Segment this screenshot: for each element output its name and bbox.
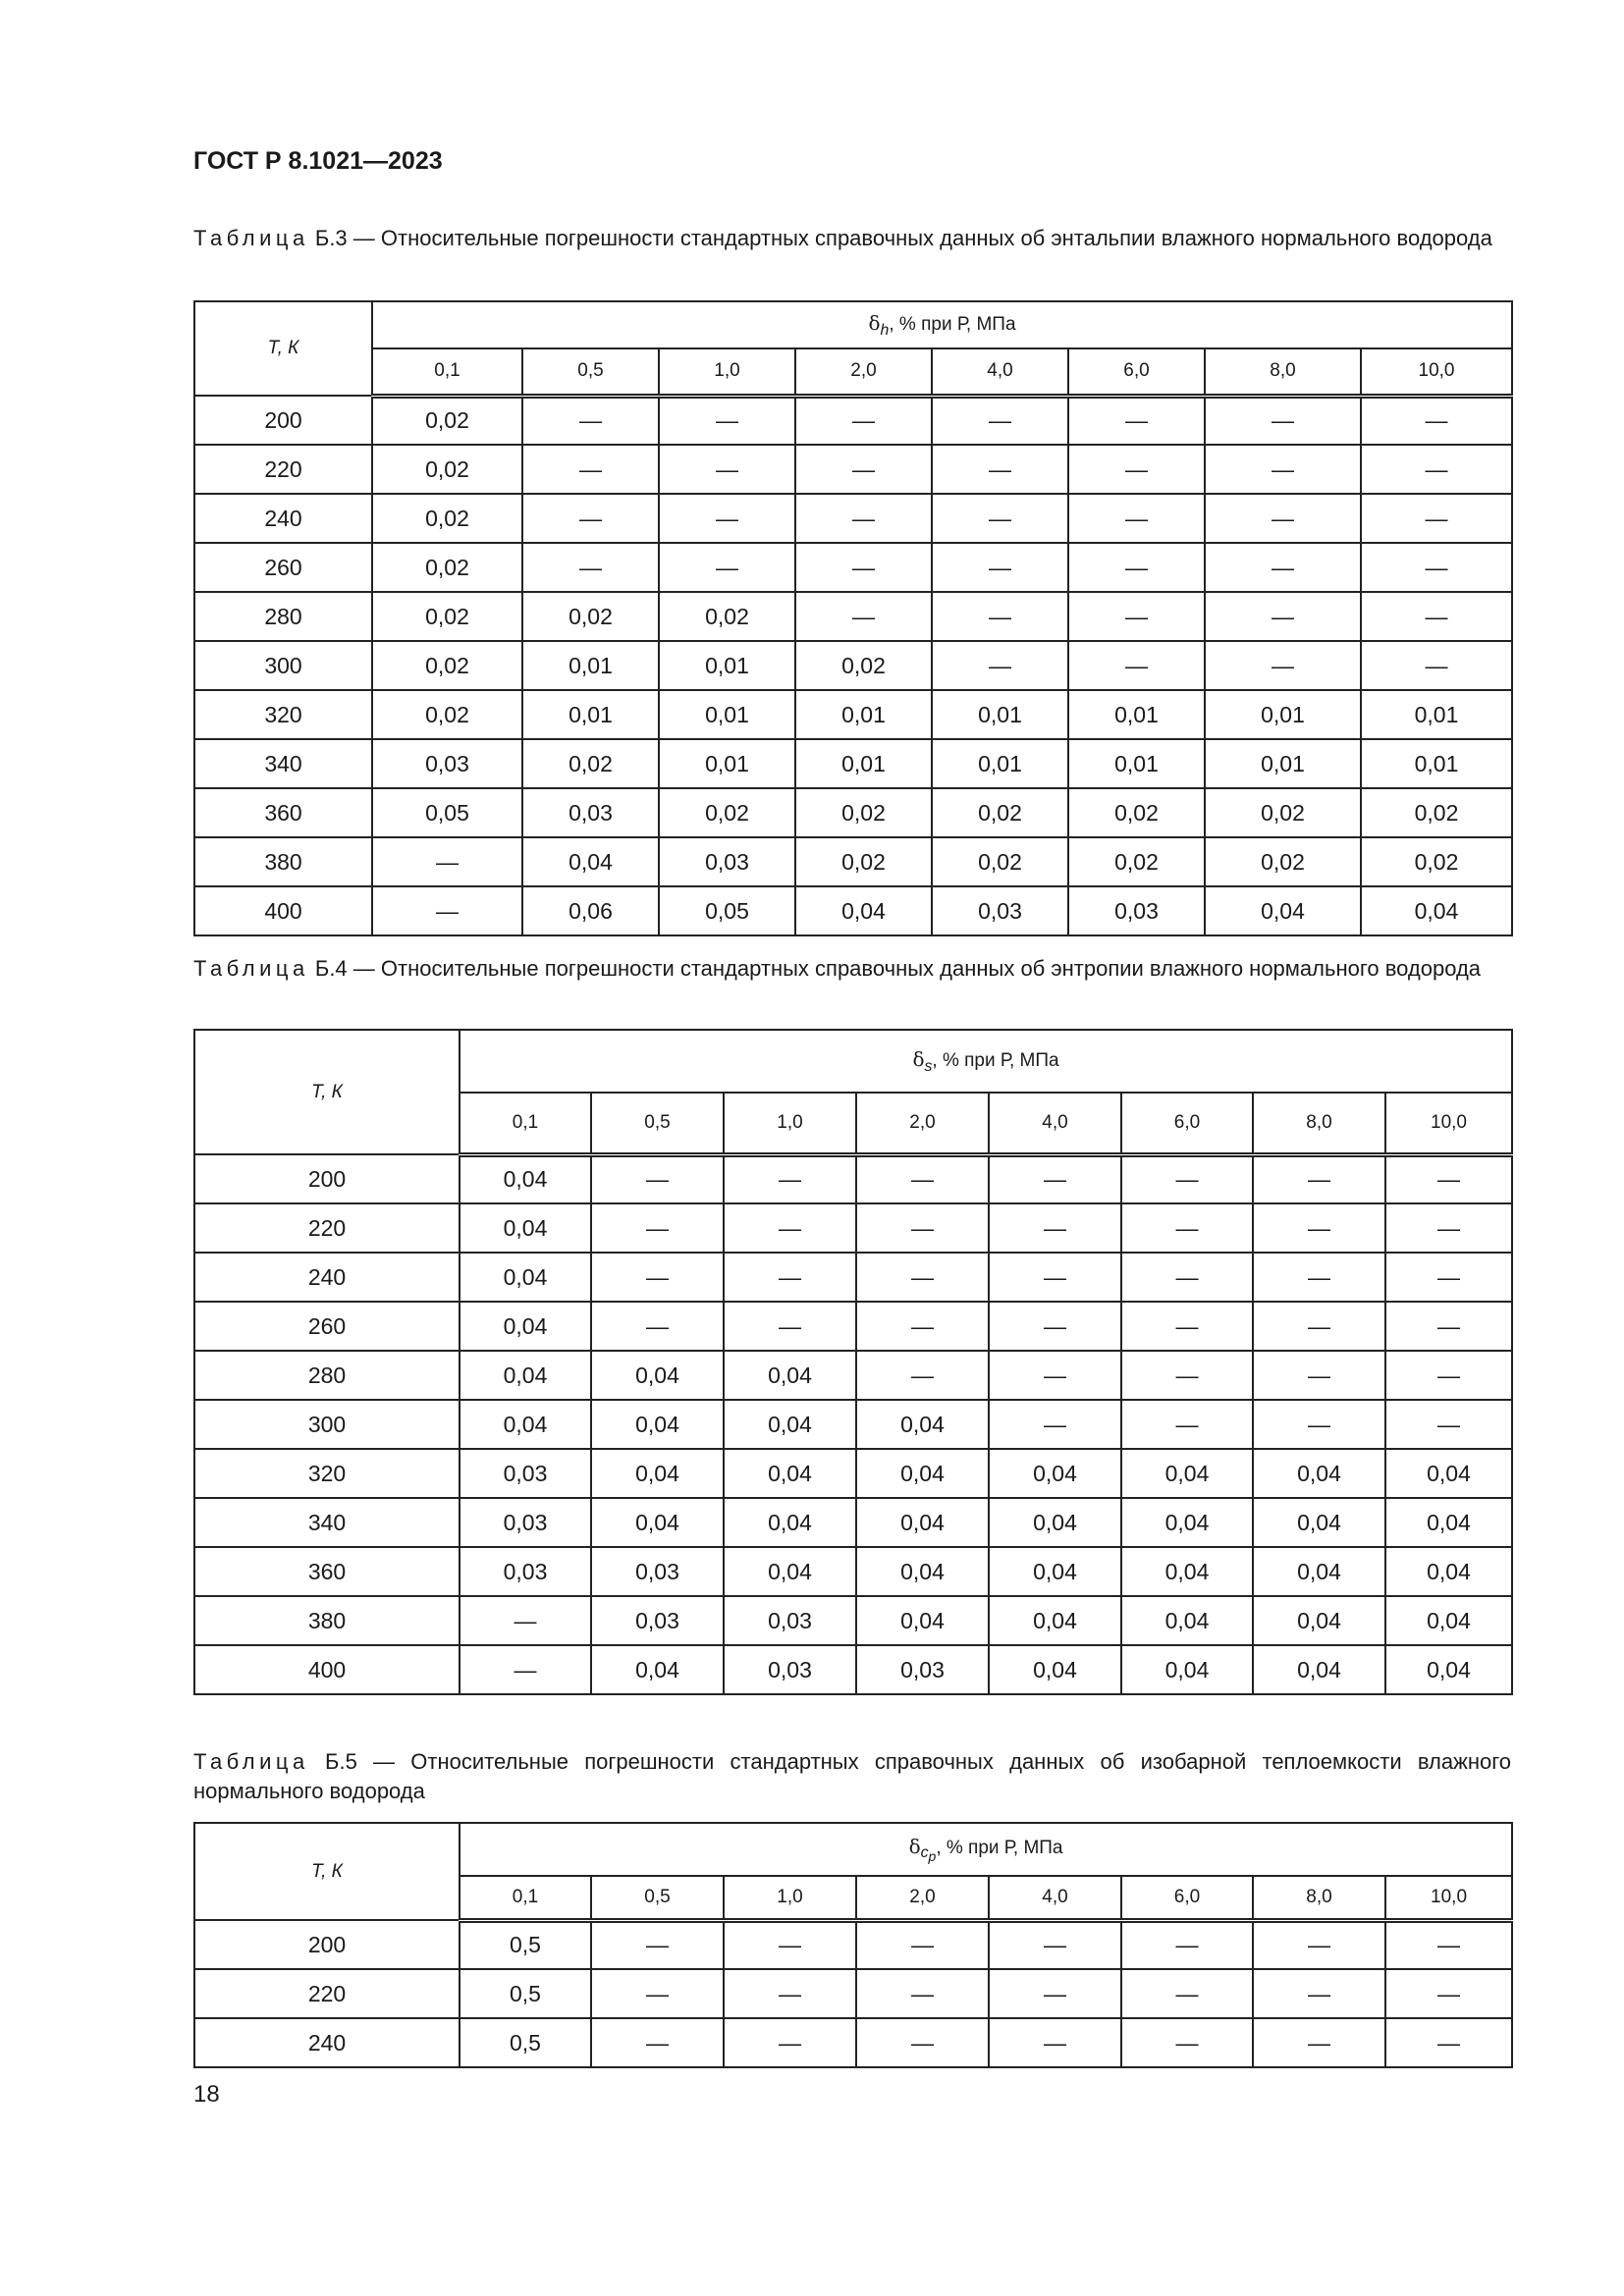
value-cell: —: [724, 1920, 856, 1969]
table-row: [194, 690, 1512, 739]
value-cell: —: [856, 1253, 989, 1302]
value-cell: 0,04: [1385, 1547, 1512, 1596]
value-cell: —: [1253, 2018, 1385, 2067]
value-cell: 0,01: [932, 739, 1068, 788]
value-cell: —: [591, 1969, 724, 2018]
table-caption-b4: [193, 954, 1511, 984]
value-cell: 0,04: [989, 1596, 1121, 1645]
table-row: [194, 445, 1512, 494]
value-cell: —: [460, 1645, 591, 1694]
value-cell: 0,5: [460, 1969, 591, 2018]
value-cell: —: [1205, 396, 1361, 445]
table-row: [194, 1351, 1512, 1400]
value-cell: —: [1121, 1253, 1253, 1302]
value-cell: —: [989, 1920, 1121, 1969]
value-cell: —: [1121, 2018, 1253, 2067]
pressure-header-cell: 4,0: [989, 1876, 1121, 1920]
pressure-header-cell: 1,0: [724, 1876, 856, 1920]
value-cell: —: [659, 543, 795, 592]
value-cell: —: [724, 2018, 856, 2067]
value-cell: 0,04: [989, 1498, 1121, 1547]
value-cell: 0,01: [932, 690, 1068, 739]
temperature-cell: 240: [194, 2018, 460, 2067]
table-row: [194, 1302, 1512, 1351]
value-cell: —: [1068, 396, 1205, 445]
value-cell: 0,05: [372, 788, 522, 837]
value-cell: 0,04: [989, 1449, 1121, 1498]
value-cell: 0,03: [591, 1596, 724, 1645]
value-cell: 0,03: [856, 1645, 989, 1694]
temperature-cell: 220: [194, 445, 372, 494]
value-cell: 0,02: [932, 837, 1068, 886]
value-cell: 0,02: [372, 592, 522, 641]
pressure-header-cell: 6,0: [1121, 1876, 1253, 1920]
value-cell: 0,03: [460, 1547, 591, 1596]
table-row: [194, 396, 1512, 445]
temperature-cell: 200: [194, 396, 372, 445]
pressure-header-cell: 10,0: [1385, 1093, 1512, 1154]
table-row: [194, 592, 1512, 641]
value-cell: —: [1253, 1253, 1385, 1302]
value-cell: —: [1253, 1302, 1385, 1351]
value-cell: 0,03: [724, 1645, 856, 1694]
value-cell: —: [1205, 592, 1361, 641]
value-cell: 0,04: [591, 1400, 724, 1449]
value-cell: —: [522, 445, 659, 494]
delta-header: $\delta_{c_p}$, % при Р, МПа: [460, 1823, 1512, 1876]
value-cell: —: [989, 1302, 1121, 1351]
value-cell: —: [1121, 1302, 1253, 1351]
value-cell: —: [1385, 1400, 1512, 1449]
temperature-cell: 320: [194, 1449, 460, 1498]
value-cell: 0,01: [1205, 739, 1361, 788]
value-cell: 0,04: [1253, 1547, 1385, 1596]
value-cell: —: [1385, 1351, 1512, 1400]
value-cell: 0,05: [659, 886, 795, 935]
table-row: [194, 494, 1512, 543]
pressure-header-row: [194, 348, 1512, 396]
value-cell: 0,03: [724, 1596, 856, 1645]
value-cell: 0,06: [522, 886, 659, 935]
temperature-cell: 240: [194, 1253, 460, 1302]
value-cell: 0,04: [591, 1351, 724, 1400]
value-cell: 0,03: [932, 886, 1068, 935]
table-b3: [193, 300, 1513, 936]
pressure-header-cell: 1,0: [724, 1093, 856, 1154]
value-cell: 0,04: [724, 1400, 856, 1449]
value-cell: —: [659, 494, 795, 543]
value-cell: 0,04: [460, 1203, 591, 1253]
value-cell: —: [1121, 1351, 1253, 1400]
table-row: [194, 1400, 1512, 1449]
value-cell: 0,04: [856, 1547, 989, 1596]
value-cell: 0,04: [724, 1498, 856, 1547]
table-row: [194, 1969, 1512, 2018]
table-row: [194, 1920, 1512, 1969]
value-cell: 0,02: [659, 592, 795, 641]
value-cell: —: [1385, 1203, 1512, 1253]
value-cell: 0,04: [591, 1449, 724, 1498]
temperature-cell: 380: [194, 1596, 460, 1645]
value-cell: 0,02: [659, 788, 795, 837]
value-cell: 0,02: [1205, 788, 1361, 837]
pressure-header-cell: 6,0: [1068, 348, 1205, 396]
value-cell: —: [1385, 1253, 1512, 1302]
table-row: [194, 1449, 1512, 1498]
value-cell: —: [1068, 592, 1205, 641]
value-cell: 0,01: [1068, 739, 1205, 788]
value-cell: 0,01: [659, 690, 795, 739]
value-cell: 0,04: [1361, 886, 1512, 935]
value-cell: —: [1361, 494, 1512, 543]
value-cell: —: [724, 1969, 856, 2018]
value-cell: —: [522, 396, 659, 445]
table-label: Таблица: [193, 226, 309, 250]
value-cell: 0,03: [1068, 886, 1205, 935]
value-cell: 0,02: [1068, 837, 1205, 886]
temperature-cell: 300: [194, 1400, 460, 1449]
value-cell: —: [856, 1351, 989, 1400]
value-cell: 0,01: [522, 690, 659, 739]
value-cell: 0,02: [795, 788, 932, 837]
value-cell: —: [1121, 1400, 1253, 1449]
value-cell: —: [1068, 445, 1205, 494]
value-cell: —: [591, 1302, 724, 1351]
value-cell: —: [724, 1154, 856, 1203]
value-cell: 0,01: [1361, 739, 1512, 788]
value-cell: 0,04: [856, 1498, 989, 1547]
value-cell: 0,01: [1068, 690, 1205, 739]
table-row: [194, 1498, 1512, 1547]
value-cell: —: [1253, 1154, 1385, 1203]
value-cell: —: [724, 1203, 856, 1253]
value-cell: —: [591, 1203, 724, 1253]
value-cell: —: [1385, 1920, 1512, 1969]
value-cell: 0,04: [795, 886, 932, 935]
temperature-cell: 260: [194, 543, 372, 592]
temperature-header: Т, К: [194, 301, 372, 396]
value-cell: 0,01: [659, 641, 795, 690]
value-cell: 0,04: [1385, 1645, 1512, 1694]
value-cell: 0,02: [1205, 837, 1361, 886]
value-cell: —: [989, 1351, 1121, 1400]
value-cell: 0,04: [460, 1351, 591, 1400]
pressure-header-cell: 0,5: [591, 1876, 724, 1920]
value-cell: 0,04: [460, 1302, 591, 1351]
pressure-header-cell: 0,5: [522, 348, 659, 396]
table-row: [194, 1596, 1512, 1645]
value-cell: —: [1253, 1920, 1385, 1969]
table-label: Таблица: [193, 1749, 309, 1774]
value-cell: 0,03: [522, 788, 659, 837]
value-cell: —: [1361, 543, 1512, 592]
value-cell: —: [522, 494, 659, 543]
value-cell: —: [591, 1253, 724, 1302]
temperature-header: Т, К: [194, 1030, 460, 1154]
value-cell: —: [591, 1920, 724, 1969]
value-cell: 0,04: [724, 1547, 856, 1596]
value-cell: —: [659, 445, 795, 494]
pressure-header-cell: 2,0: [856, 1876, 989, 1920]
temperature-cell: 340: [194, 739, 372, 788]
value-cell: —: [1205, 494, 1361, 543]
temperature-cell: 220: [194, 1203, 460, 1253]
value-cell: —: [1253, 1969, 1385, 2018]
value-cell: —: [372, 837, 522, 886]
delta-header: $\delta_s$, % при Р, МПа: [460, 1030, 1512, 1093]
pressure-header-cell: 2,0: [856, 1093, 989, 1154]
value-cell: 0,04: [460, 1253, 591, 1302]
value-cell: 0,04: [460, 1154, 591, 1203]
value-cell: 0,04: [724, 1351, 856, 1400]
value-cell: 0,5: [460, 1920, 591, 1969]
temperature-cell: 280: [194, 1351, 460, 1400]
temperature-cell: 340: [194, 1498, 460, 1547]
value-cell: —: [1385, 1302, 1512, 1351]
value-cell: —: [856, 1920, 989, 1969]
pressure-header-cell: 10,0: [1385, 1876, 1512, 1920]
value-cell: —: [1361, 445, 1512, 494]
table-row: [194, 1203, 1512, 1253]
value-cell: 0,04: [1385, 1596, 1512, 1645]
temperature-cell: 400: [194, 1645, 460, 1694]
value-cell: —: [724, 1253, 856, 1302]
temperature-cell: 200: [194, 1154, 460, 1203]
value-cell: 0,04: [1385, 1449, 1512, 1498]
pressure-header-cell: 4,0: [932, 348, 1068, 396]
pressure-header-cell: 0,1: [460, 1876, 591, 1920]
value-cell: 0,02: [522, 592, 659, 641]
value-cell: —: [1068, 494, 1205, 543]
value-cell: 0,04: [1121, 1449, 1253, 1498]
value-cell: —: [856, 1302, 989, 1351]
value-cell: —: [989, 1203, 1121, 1253]
value-cell: 0,02: [1361, 837, 1512, 886]
table-row: [194, 1645, 1512, 1694]
temperature-cell: 320: [194, 690, 372, 739]
value-cell: —: [591, 1154, 724, 1203]
value-cell: 0,02: [1361, 788, 1512, 837]
pressure-header-cell: 8,0: [1253, 1876, 1385, 1920]
value-cell: —: [856, 1154, 989, 1203]
pressure-header-cell: 0,5: [591, 1093, 724, 1154]
value-cell: —: [1068, 543, 1205, 592]
value-cell: 0,03: [460, 1449, 591, 1498]
value-cell: —: [1385, 1154, 1512, 1203]
value-cell: —: [1361, 641, 1512, 690]
value-cell: 0,03: [460, 1498, 591, 1547]
value-cell: 0,04: [1253, 1498, 1385, 1547]
value-cell: 0,04: [1253, 1596, 1385, 1645]
value-cell: 0,01: [795, 739, 932, 788]
value-cell: 0,04: [856, 1449, 989, 1498]
table-row: [194, 2018, 1512, 2067]
value-cell: —: [989, 1253, 1121, 1302]
value-cell: 0,04: [1253, 1645, 1385, 1694]
value-cell: —: [724, 1302, 856, 1351]
value-cell: 0,04: [1121, 1645, 1253, 1694]
value-cell: —: [1205, 543, 1361, 592]
value-cell: —: [989, 1400, 1121, 1449]
value-cell: 0,03: [372, 739, 522, 788]
table-row: [194, 739, 1512, 788]
value-cell: —: [1385, 2018, 1512, 2067]
value-cell: 0,04: [591, 1498, 724, 1547]
caption-text: Б.4 — Относительные погрешности стандартных справочных данных об энтропии влажного нормального водорода: [308, 956, 1482, 981]
value-cell: —: [659, 396, 795, 445]
value-cell: —: [1121, 1969, 1253, 2018]
table-caption-b3: [193, 224, 1511, 253]
value-cell: 0,04: [856, 1596, 989, 1645]
value-cell: 0,03: [659, 837, 795, 886]
temperature-cell: 380: [194, 837, 372, 886]
value-cell: —: [1253, 1400, 1385, 1449]
value-cell: —: [932, 641, 1068, 690]
value-cell: 0,02: [795, 641, 932, 690]
value-cell: —: [932, 494, 1068, 543]
value-cell: —: [795, 396, 932, 445]
value-cell: 0,04: [1121, 1498, 1253, 1547]
value-cell: 0,04: [460, 1400, 591, 1449]
value-cell: —: [522, 543, 659, 592]
value-cell: 0,01: [659, 739, 795, 788]
pressure-header-cell: 10,0: [1361, 348, 1512, 396]
pressure-header-cell: 0,1: [460, 1093, 591, 1154]
value-cell: 0,01: [1205, 690, 1361, 739]
value-cell: 0,04: [856, 1400, 989, 1449]
temperature-cell: 400: [194, 886, 372, 935]
table-label: Таблица: [193, 956, 309, 981]
value-cell: 0,04: [989, 1645, 1121, 1694]
temperature-cell: 280: [194, 592, 372, 641]
page-number: 18: [193, 2081, 220, 2108]
value-cell: 0,5: [460, 2018, 591, 2067]
table-row: [194, 886, 1512, 935]
value-cell: —: [1121, 1154, 1253, 1203]
value-cell: 0,03: [591, 1547, 724, 1596]
value-cell: —: [1253, 1351, 1385, 1400]
temperature-cell: 200: [194, 1920, 460, 1969]
value-cell: —: [1385, 1969, 1512, 2018]
value-cell: —: [856, 1969, 989, 2018]
table-row: [194, 1154, 1512, 1203]
table-row: [194, 788, 1512, 837]
value-cell: 0,02: [795, 837, 932, 886]
value-cell: —: [1361, 592, 1512, 641]
value-cell: 0,02: [372, 641, 522, 690]
value-cell: 0,02: [932, 788, 1068, 837]
value-cell: 0,02: [372, 445, 522, 494]
temperature-cell: 360: [194, 788, 372, 837]
value-cell: —: [989, 2018, 1121, 2067]
value-cell: 0,04: [1385, 1498, 1512, 1547]
value-cell: —: [932, 543, 1068, 592]
value-cell: —: [1121, 1203, 1253, 1253]
temperature-cell: 220: [194, 1969, 460, 2018]
table-b5: [193, 1822, 1513, 2068]
value-cell: 0,02: [372, 396, 522, 445]
value-cell: —: [795, 543, 932, 592]
value-cell: 0,02: [372, 690, 522, 739]
value-cell: —: [591, 2018, 724, 2067]
temperature-cell: 240: [194, 494, 372, 543]
value-cell: —: [795, 494, 932, 543]
value-cell: —: [989, 1154, 1121, 1203]
document-header: ГОСТ Р 8.1021—2023: [193, 147, 443, 175]
table-row: [194, 543, 1512, 592]
temperature-cell: 260: [194, 1302, 460, 1351]
value-cell: 0,04: [522, 837, 659, 886]
value-cell: —: [932, 592, 1068, 641]
value-cell: 0,02: [1068, 788, 1205, 837]
value-cell: —: [1205, 445, 1361, 494]
value-cell: 0,04: [1205, 886, 1361, 935]
value-cell: —: [932, 445, 1068, 494]
value-cell: 0,01: [795, 690, 932, 739]
value-cell: 0,02: [372, 543, 522, 592]
value-cell: —: [1253, 1203, 1385, 1253]
value-cell: —: [795, 445, 932, 494]
value-cell: —: [856, 1203, 989, 1253]
value-cell: —: [856, 2018, 989, 2067]
value-cell: —: [460, 1596, 591, 1645]
table-row: [194, 641, 1512, 690]
value-cell: 0,01: [522, 641, 659, 690]
value-cell: —: [1121, 1920, 1253, 1969]
table-caption-b5: [193, 1747, 1511, 1806]
value-cell: 0,02: [522, 739, 659, 788]
value-cell: —: [1068, 641, 1205, 690]
caption-text: Б.3 — Относительные погрешности стандартных справочных данных об энтальпии влажного нормального водорода: [308, 226, 1492, 250]
temperature-cell: 300: [194, 641, 372, 690]
delta-header: $\delta_h$, % при Р, МПа: [372, 301, 1512, 348]
value-cell: —: [1361, 396, 1512, 445]
value-cell: 0,04: [989, 1547, 1121, 1596]
pressure-header-cell: 1,0: [659, 348, 795, 396]
value-cell: 0,04: [1121, 1596, 1253, 1645]
value-cell: —: [932, 396, 1068, 445]
pressure-header-cell: 4,0: [989, 1093, 1121, 1154]
value-cell: —: [372, 886, 522, 935]
caption-text: Б.5 — Относительные погрешности стандартных справочных данных об изобарной теплоемкости влажного нормального водорода: [193, 1749, 1511, 1803]
value-cell: 0,04: [591, 1645, 724, 1694]
pressure-header-cell: 0,1: [372, 348, 522, 396]
pressure-header-cell: 6,0: [1121, 1093, 1253, 1154]
temperature-header: Т, К: [194, 1823, 460, 1920]
value-cell: —: [989, 1969, 1121, 2018]
table-b4: [193, 1029, 1513, 1695]
value-cell: —: [795, 592, 932, 641]
pressure-header-cell: 8,0: [1253, 1093, 1385, 1154]
value-cell: 0,04: [1121, 1547, 1253, 1596]
table-row: [194, 1253, 1512, 1302]
temperature-cell: 360: [194, 1547, 460, 1596]
value-cell: 0,01: [1361, 690, 1512, 739]
value-cell: 0,04: [1253, 1449, 1385, 1498]
value-cell: 0,02: [372, 494, 522, 543]
pressure-header-cell: 8,0: [1205, 348, 1361, 396]
table-row: [194, 837, 1512, 886]
pressure-header-cell: 2,0: [795, 348, 932, 396]
table-row: [194, 1547, 1512, 1596]
value-cell: 0,04: [724, 1449, 856, 1498]
value-cell: —: [1205, 641, 1361, 690]
